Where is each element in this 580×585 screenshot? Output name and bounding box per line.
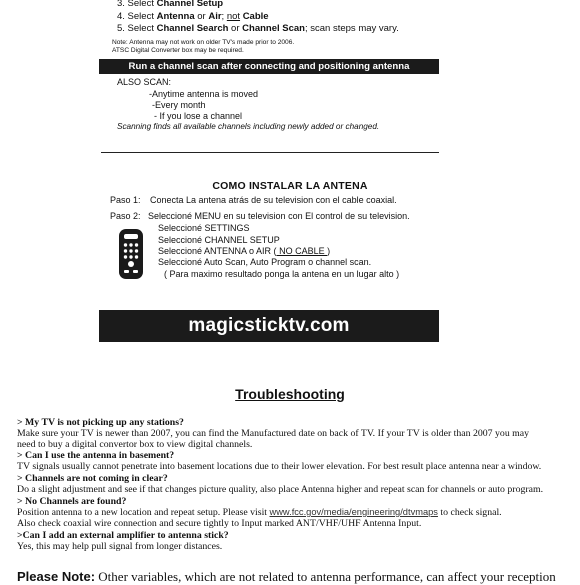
also-scan-label: ALSO SCAN: (117, 77, 172, 87)
faq-question: > My TV is not picking up any stations? (17, 417, 184, 428)
faq-question: > Channels are not coming in clear? (17, 473, 168, 484)
step-4: 4. Select Antenna or Air; not Cable (117, 11, 269, 22)
faq-answer: Make sure your TV is newer than 2007, you can find the Manufactured date on back of TV. If your TV is older than 2007 you may (17, 428, 530, 439)
note-converter-box: ATSC Digital Converter box may be required. (112, 47, 244, 54)
scan-item: -Anytime antenna is moved (149, 89, 259, 99)
remote-control-icon (117, 228, 145, 280)
scan-item: -Every month (152, 100, 206, 110)
faq-question: > Can I use the antenna in basement? (17, 450, 175, 461)
spanish-autoscan: Seleccioné Auto Scan, Auto Program o channel scan. (158, 257, 372, 267)
faq-question: > No Channels are found? (17, 496, 127, 507)
spanish-line: Seleccioné CHANNEL SETUP (158, 235, 280, 245)
note-older-tv: Note: Antenna may not work on older TV's made prior to 2006. (112, 39, 295, 46)
spanish-antenna-line: Seleccioné ANTENNA o AIR ( NO CABLE ) (158, 246, 331, 256)
faq-answer: TV signals usually cannot penetrate into basement locations due to their lower elevation. For best result place antenna near a window. (17, 461, 542, 472)
faq-answer: Yes, this may help pull signal from longer distances. (17, 541, 223, 552)
faq-answer: Do a slight adjustment and see if that changes picture quality, also place Antenna higher and repeat scan for channels or auto program. (17, 484, 544, 495)
paso-2-text: Seleccioné MENU en su television con El control de su television. (148, 211, 410, 221)
paso-1-label: Paso 1: (110, 195, 141, 205)
spanish-line: Seleccioné SETTINGS (158, 223, 250, 233)
spanish-title: COMO INSTALAR LA ANTENA (212, 180, 368, 192)
please-note: Please Note: Other variables, which are not related to antenna performance, can affect your reception (17, 569, 556, 584)
scan-item: - If you lose a channel (154, 111, 243, 121)
faq-answer: need to buy a digital convertor box to view digital channels. (17, 439, 253, 450)
paso-2-label: Paso 2: (110, 211, 141, 221)
section-divider (101, 152, 439, 153)
faq-answer: Also check coaxial wire connection and secure tightly to Input marked ANT/VHF/UHF Antenna Input. (17, 518, 422, 529)
troubleshooting-title: Troubleshooting (235, 386, 345, 402)
step-3: 3. Select Channel Setup (117, 0, 224, 9)
faq-question: >Can I add an external amplifier to antenna stick? (17, 530, 229, 541)
fcc-dtvmaps-link[interactable]: www.fcc.gov/media/engineering/dtvmaps (269, 507, 438, 517)
faq-answer: Position antenna to a new location and repeat setup. Please visit www.fcc.gov/media/engineering/dtvmaps to check signal. (17, 507, 502, 518)
spanish-tip: ( Para maximo resultado ponga la antena en un lugar alto ) (164, 269, 400, 279)
step-5: 5. Select Channel Search or Channel Scan; scan steps may vary. (117, 23, 399, 34)
scan-note: Scanning finds all available channels including newly added or changed. (117, 122, 380, 131)
paso-1-text: Conecta La antena atrás de su television con el cable coaxial. (150, 195, 397, 205)
website-banner: magicsticktv.com (99, 310, 439, 342)
scan-banner: Run a channel scan after connecting and positioning antenna (99, 59, 439, 74)
